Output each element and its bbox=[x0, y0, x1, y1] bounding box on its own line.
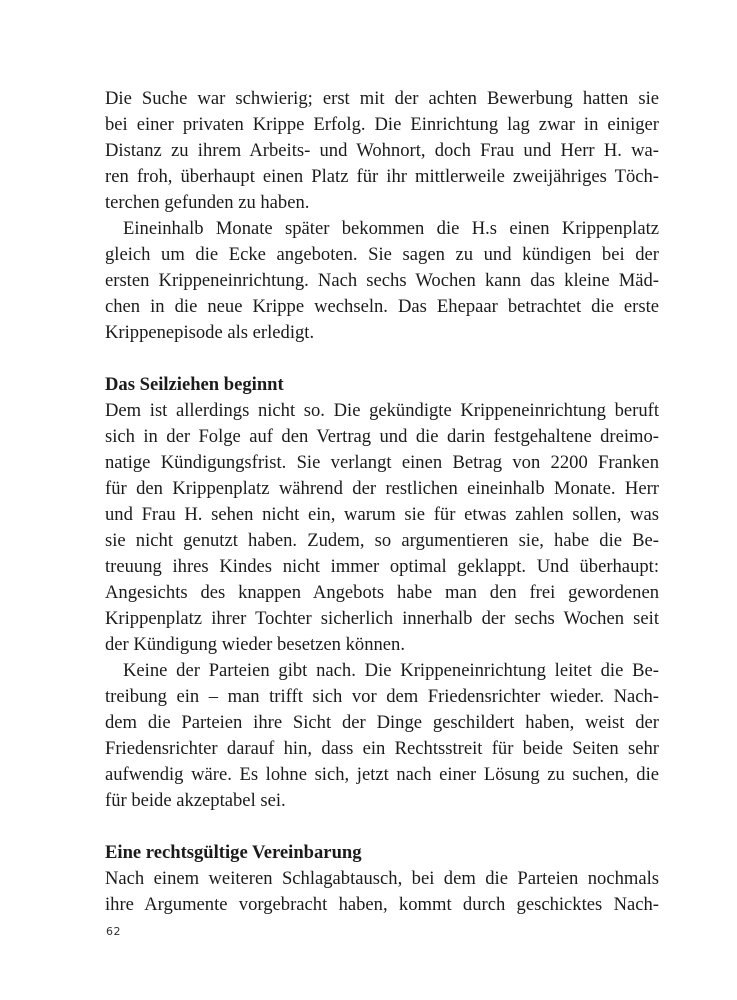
text-line: für beide akzeptabel sei. bbox=[105, 790, 286, 811]
paragraph bbox=[105, 216, 659, 346]
text-line: chen in die neue Krippe wechseln. Das Ehepaar betrachtet die erste bbox=[105, 296, 659, 317]
text-line: terchen gefunden zu haben. bbox=[105, 192, 310, 213]
text-line: sie nicht genutzt haben. Zudem, so argumentieren sie, habe die Be- bbox=[105, 530, 659, 551]
paragraph bbox=[105, 86, 659, 216]
text-line: Keine der Parteien gibt nach. Die Krippeneinrichtung leitet die Be- bbox=[123, 660, 659, 681]
text-line: aufwendig wäre. Es lohne sich, jetzt nach einer Lösung zu suchen, die bbox=[105, 764, 659, 785]
text-line: gleich um die Ecke angeboten. Sie sagen zu und kündigen bei der bbox=[105, 244, 659, 265]
page-number: 62 bbox=[106, 925, 121, 938]
section-spacer bbox=[105, 346, 659, 372]
text-line: dem die Parteien ihre Sicht der Dinge geschildert haben, weist der bbox=[105, 712, 659, 733]
text-line: Angesichts des knappen Angebots habe man den frei gewordenen bbox=[105, 582, 659, 603]
text-line: bei einer privaten Krippe Erfolg. Die Einrichtung lag zwar in einiger bbox=[105, 114, 659, 135]
text-line: ihre Argumente vorgebracht haben, kommt durch geschicktes Nach- bbox=[105, 894, 659, 915]
text-line: ersten Krippeneinrichtung. Nach sechs Wochen kann das kleine Mäd- bbox=[105, 270, 659, 291]
paragraph bbox=[105, 658, 659, 814]
text-line: sich in der Folge auf den Vertrag und die darin festgehaltene dreimo- bbox=[105, 426, 659, 447]
document-page bbox=[105, 86, 659, 918]
text-line: treuung ihres Kindes nicht immer optimal geklappt. Und überhaupt: bbox=[105, 556, 659, 577]
text-line: Distanz zu ihrem Arbeits- und Wohnort, doch Frau und Herr H. wa- bbox=[105, 140, 659, 161]
text-line: und Frau H. sehen nicht ein, warum sie für etwas zahlen sollen, was bbox=[105, 504, 659, 525]
text-line: Dem ist allerdings nicht so. Die gekündigte Krippeneinrichtung beruft bbox=[105, 400, 659, 421]
text-line: für den Krippenplatz während der restlichen eineinhalb Monate. Herr bbox=[105, 478, 659, 499]
text-line: natige Kündigungsfrist. Sie verlangt einen Betrag von 2200 Franken bbox=[105, 452, 659, 473]
text-line: der Kündigung wieder besetzen können. bbox=[105, 634, 405, 655]
text-line: Nach einem weiteren Schlagabtausch, bei dem die Parteien nochmals bbox=[105, 868, 659, 889]
section-spacer bbox=[105, 814, 659, 840]
text-line: Krippenplatz ihrer Tochter sicherlich innerhalb der sechs Wochen seit bbox=[105, 608, 659, 629]
text-line: Krippenepisode als erledigt. bbox=[105, 322, 315, 343]
paragraph bbox=[105, 866, 659, 918]
section-heading: Das Seilziehen beginnt bbox=[105, 374, 284, 395]
text-line: Eineinhalb Monate später bekommen die H.s einen Krippenplatz bbox=[123, 218, 659, 239]
text-line: Die Suche war schwierig; erst mit der achten Bewerbung hatten sie bbox=[105, 88, 659, 109]
section-heading: Eine rechtsgültige Vereinbarung bbox=[105, 842, 362, 863]
text-line: ren froh, überhaupt einen Platz für ihr mittlerweile zweijähriges Töch- bbox=[105, 166, 659, 187]
section-eine-rechtsgueltige-vereinbarung bbox=[105, 840, 659, 918]
text-line: Friedensrichter darauf hin, dass ein Rechtsstreit für beide Seiten sehr bbox=[105, 738, 659, 759]
paragraph bbox=[105, 398, 659, 658]
text-line: treibung ein – man trifft sich vor dem Friedensrichter wieder. Nach- bbox=[105, 686, 659, 707]
section-das-seilziehen-beginnt bbox=[105, 372, 659, 814]
